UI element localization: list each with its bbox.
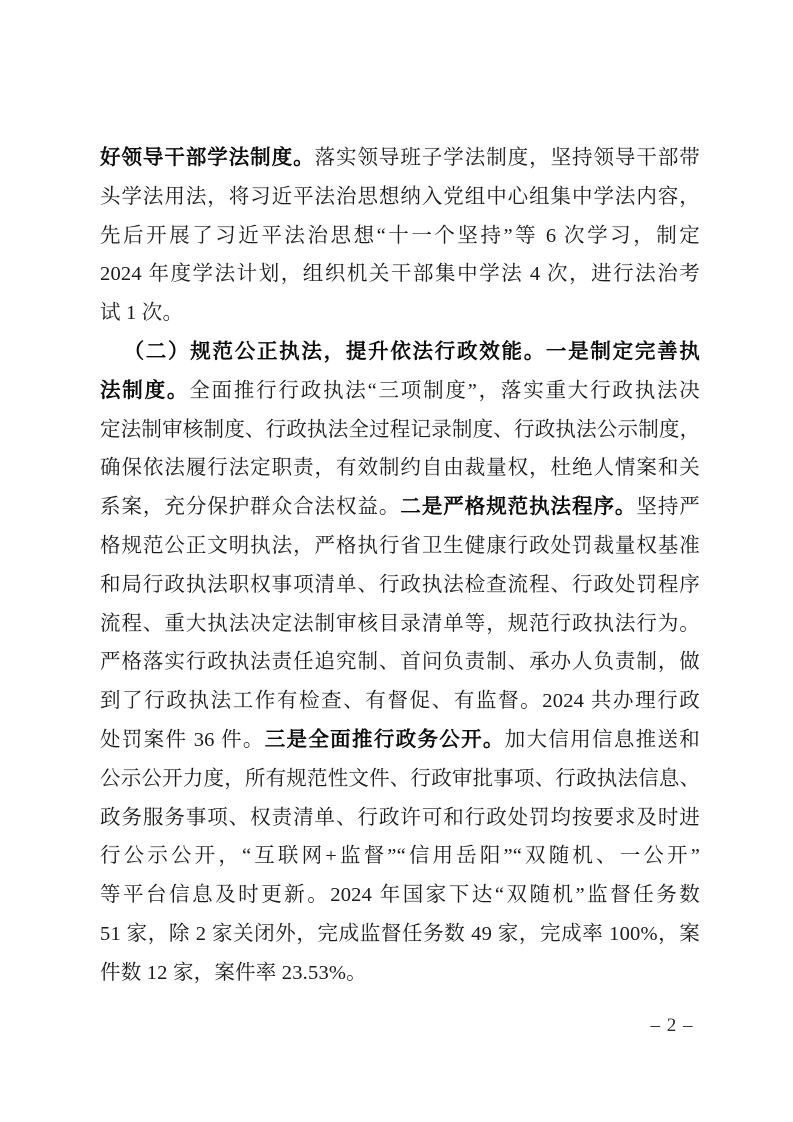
text-line <box>100 411 700 450</box>
text-line <box>100 760 700 799</box>
text-line <box>100 837 700 876</box>
section-heading-run: 三是全面推行政务公开。 <box>264 728 505 751</box>
document-body <box>100 139 700 993</box>
text-run: 坚持严 <box>636 496 700 519</box>
text-run: 和局行政执法职权事项清单、行政执法检查流程、行政处罚程序 <box>100 573 700 596</box>
text-line <box>100 255 700 294</box>
text-line <box>100 954 700 993</box>
section-heading-run: 法制度。 <box>100 379 190 402</box>
text-run: 到了行政执法工作有检查、有督促、有监督。2024 共办理行政 <box>100 690 700 713</box>
text-line <box>100 178 700 217</box>
text-line <box>100 217 700 256</box>
text-run: 严格落实行政执法责任追究制、首问负责制、承办人负责制，做 <box>100 651 700 674</box>
text-line <box>100 294 700 333</box>
text-line <box>100 566 700 605</box>
text-run: 等平台信息及时更新。2024 年国家下达“双随机”监督任务数 <box>100 884 700 907</box>
section-heading-run: （二）规范公正执法，提升依法行政效能。一是制定完善执 <box>123 340 700 363</box>
text-run: 系案，充分保护群众合法权益。 <box>100 496 401 519</box>
text-line <box>100 799 700 838</box>
text-line <box>100 449 700 488</box>
paragraph-continuation <box>100 139 700 333</box>
text-line <box>100 372 700 411</box>
text-run: 定法制审核制度、行政执法全过程记录制度、行政执法公示制度， <box>100 418 701 441</box>
text-line <box>100 721 700 760</box>
text-run: 政务服务事项、权责清单、行政许可和行政处罚均按要求及时进 <box>100 806 700 829</box>
text-run: 格规范公正文明执法，严格执行省卫生健康行政处罚裁量权基准 <box>100 534 700 557</box>
text-run: 行公示公开，“互联网+监督”“信用岳阳”“双随机、一公开” <box>100 845 700 868</box>
text-run: 件数 12 家，案件率 23.53%。 <box>100 961 367 984</box>
text-run: 头学法用法，将习近平法治思想纳入党组中心组集中学法内容， <box>100 185 700 208</box>
text-line <box>100 527 700 566</box>
text-line <box>100 682 700 721</box>
text-line <box>100 139 700 178</box>
page-number: – 2 – <box>650 1015 694 1036</box>
text-line <box>100 605 700 644</box>
text-line <box>100 488 700 527</box>
text-run: 流程、重大执法决定法制审核目录清单等，规范行政执法行为。 <box>100 612 700 635</box>
text-run: 公示公开力度，所有规范性文件、行政审批事项、行政执法信息、 <box>100 767 701 790</box>
text-line <box>100 876 700 915</box>
text-line <box>100 643 700 682</box>
text-line <box>100 915 700 954</box>
section-heading-run: 二是严格规范执法程序。 <box>400 496 637 519</box>
text-run: 先后开展了习近平法治思想“十一个坚持”等 6 次学习，制定 <box>100 224 700 247</box>
text-run: 全面推行行政执法“三项制度”，落实重大行政执法决 <box>189 379 700 402</box>
text-run: 51 家，除 2 家关闭外，完成监督任务数 49 家，完成率 100%，案 <box>100 922 700 945</box>
text-run: 加大信用信息推送和 <box>504 728 701 751</box>
text-run: 好领导干部学法制度。 <box>100 147 315 169</box>
paragraph-section-two <box>100 333 700 993</box>
text-run: 试 1 次。 <box>100 302 184 325</box>
text-run: 确保依法履行法定职责，有效制约自由裁量权，杜绝人情案和关 <box>100 457 700 480</box>
text-run: 落实领导班子学法制度，坚持领导干部带 <box>314 147 700 169</box>
text-run: 2024 年度学法计划，组织机关干部集中学法 4 次，进行法治考 <box>100 263 700 286</box>
text-run: 处罚案件 36 件。 <box>100 728 265 751</box>
text-line <box>100 333 700 372</box>
